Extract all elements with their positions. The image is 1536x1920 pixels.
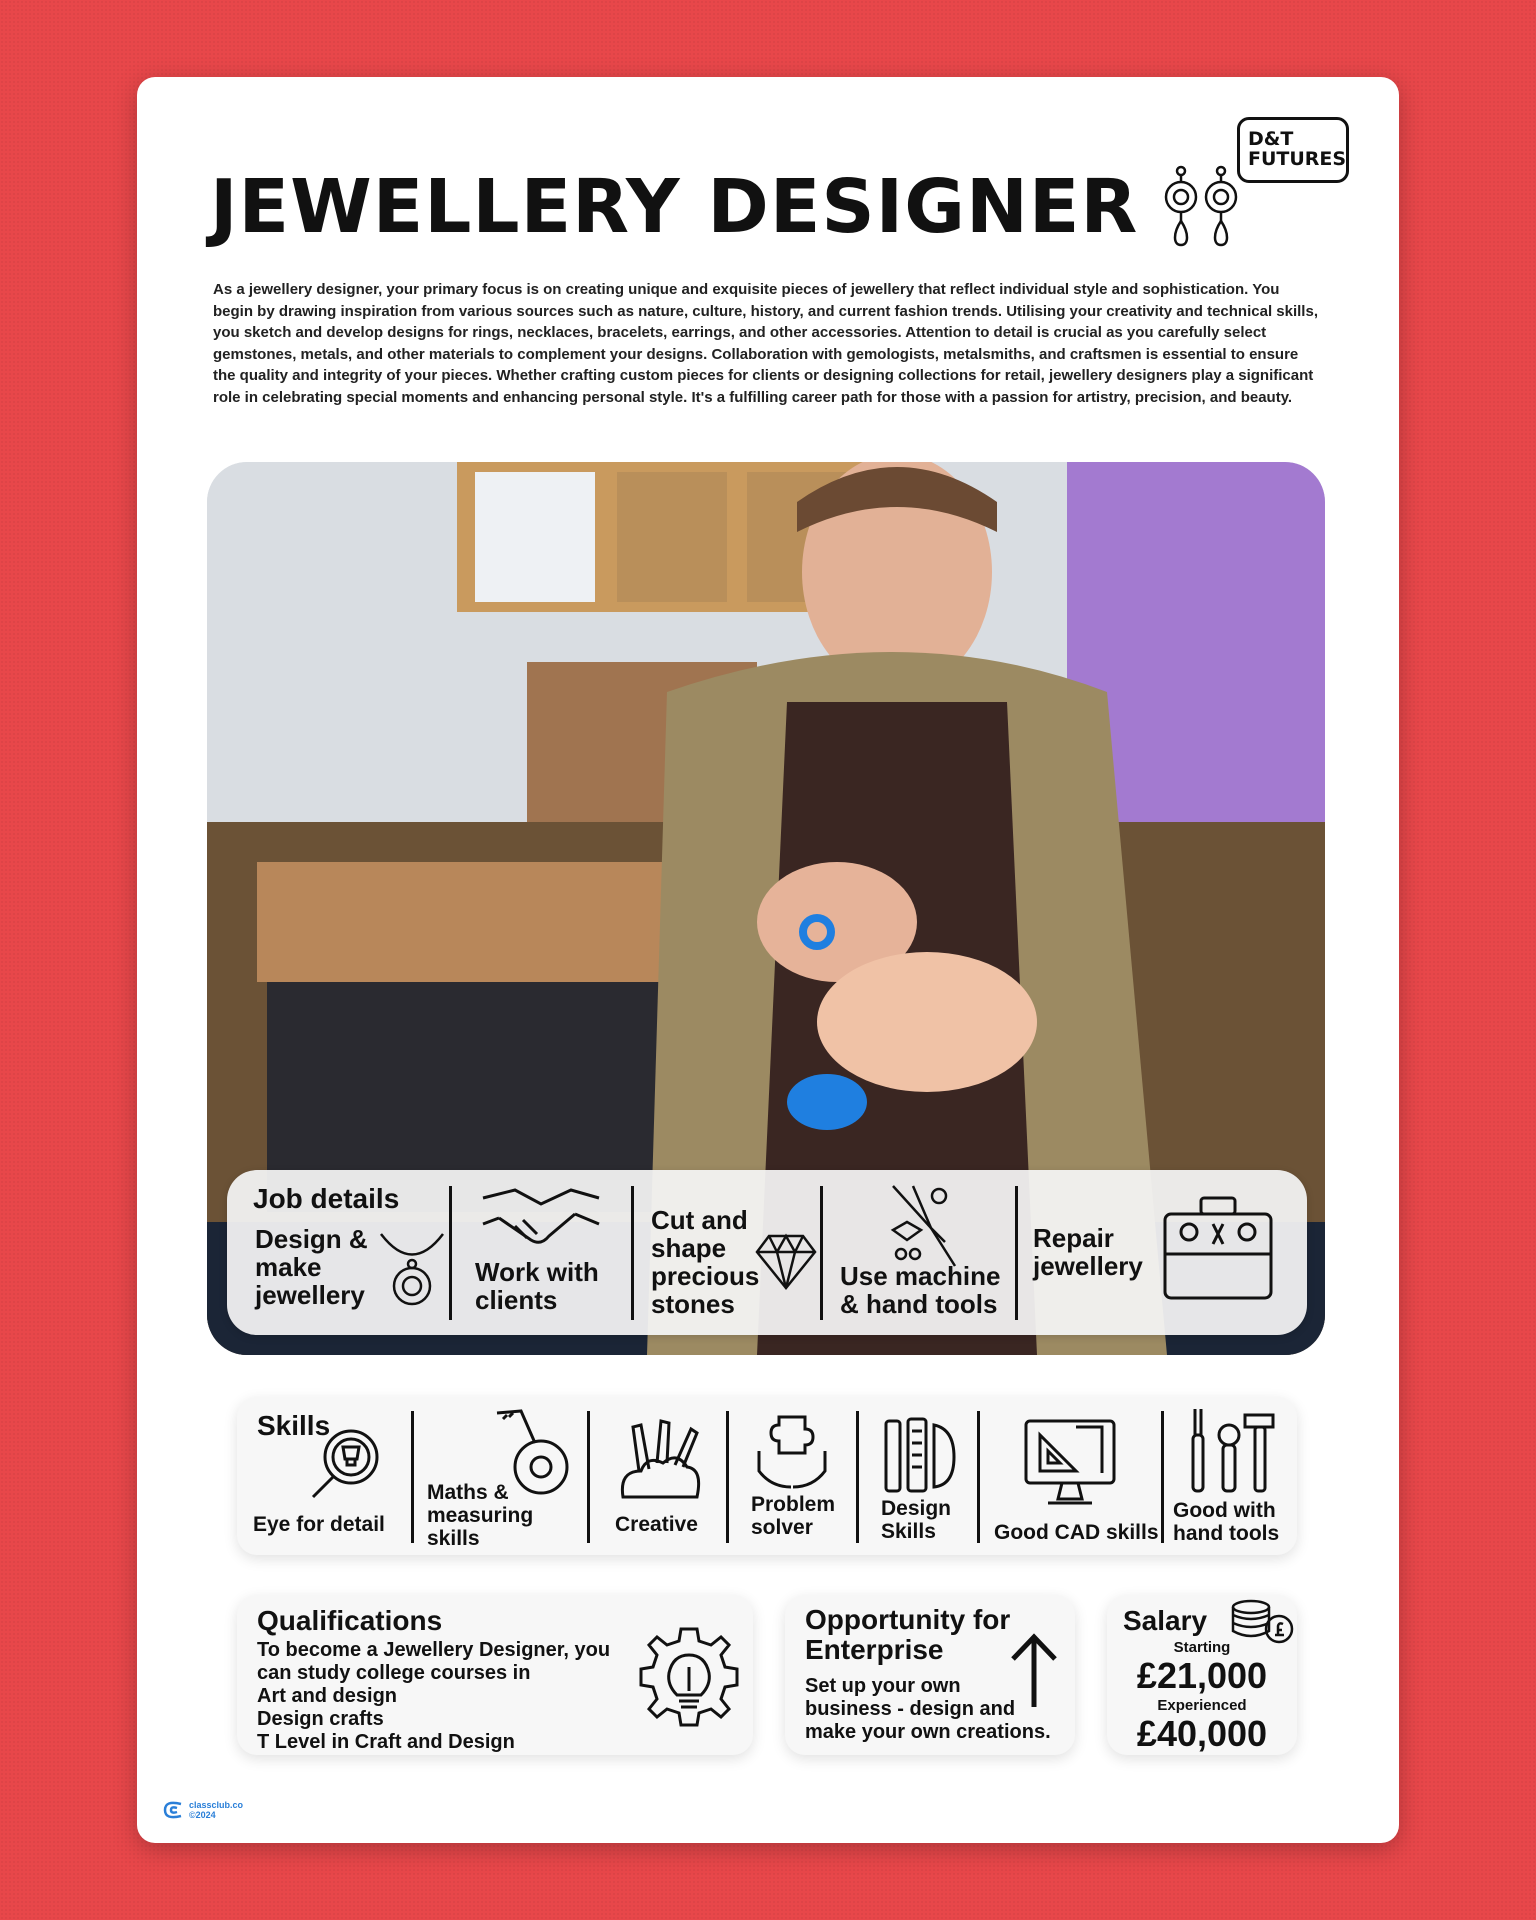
job-item-work-clients (475, 1258, 599, 1314)
skill-line: Skills (881, 1520, 936, 1543)
hand-tools-icon (1187, 1405, 1277, 1497)
qualification-line: To become a Jewellery Designer, you (257, 1639, 611, 1661)
salary-starting-value: £21,000 (1136, 1655, 1268, 1696)
lightbulb-gear-icon (637, 1625, 741, 1729)
skill-line: skills (427, 1527, 480, 1550)
logo-line1: D&T (1248, 128, 1294, 151)
salary-starting-label: Starting (1173, 1639, 1231, 1656)
puzzle-hands-icon (755, 1411, 829, 1491)
job-item-line: Cut and (651, 1205, 748, 1235)
job-details-heading: Job details (253, 1183, 400, 1214)
magnifier-icon (307, 1427, 381, 1503)
job-item-line: Use machine (840, 1261, 1001, 1291)
skill-line: Maths & (427, 1481, 509, 1504)
divider (856, 1411, 859, 1543)
logo-line2: FUTURES (1248, 148, 1347, 170)
skill-line: Design (881, 1497, 952, 1520)
skills-card (237, 1397, 1297, 1555)
job-item-line: jewellery (1033, 1251, 1143, 1281)
skill-line: hand tools (1173, 1522, 1280, 1545)
art-supplies-icon (617, 1415, 703, 1501)
enterprise-line: Set up your own (805, 1675, 961, 1697)
divider (1161, 1411, 1164, 1543)
divider (587, 1411, 590, 1543)
poster (137, 77, 1399, 1843)
dt-futures-logo (1237, 117, 1349, 183)
pliers-icon (885, 1182, 973, 1270)
skill-line: Good with (1173, 1499, 1276, 1522)
job-item-line: Work with (475, 1257, 599, 1287)
qualifications-heading: Qualifications (257, 1605, 443, 1636)
skill-line: measuring (427, 1504, 534, 1527)
job-item-tools (840, 1262, 1000, 1318)
job-item-line: Repair (1033, 1223, 1114, 1253)
title-row (210, 147, 1238, 267)
job-item-line: Design & (255, 1224, 368, 1254)
job-item-line: precious (651, 1261, 760, 1291)
job-item-line: clients (475, 1285, 558, 1315)
footer-brand: classclub.co (189, 1800, 244, 1810)
skill-hand-tools (1173, 1499, 1279, 1545)
salary-experienced-label: Experienced (1157, 1697, 1247, 1714)
divider (726, 1411, 729, 1543)
page-title: JEWELLERY DESIGNER (210, 164, 1139, 250)
skill-cad: Good CAD skills (994, 1521, 1159, 1544)
design-tools-icon (882, 1415, 958, 1495)
job-item-design-make (255, 1225, 368, 1309)
job-item-cut-stones (651, 1206, 759, 1318)
handshake-icon (479, 1184, 603, 1258)
job-item-repair (1033, 1224, 1143, 1280)
job-details-bar (227, 1170, 1307, 1335)
enterprise-heading-line: Opportunity for (805, 1604, 1011, 1635)
qualification-line: can study college courses in (257, 1662, 531, 1684)
divider (977, 1411, 980, 1543)
job-item-line: make (255, 1252, 322, 1282)
qualification-line: Art and design (257, 1685, 398, 1707)
skills-heading: Skills (257, 1410, 331, 1441)
enterprise-line: make your own creations. (805, 1721, 1051, 1743)
divider (411, 1411, 414, 1543)
enterprise-text (805, 1675, 1051, 1744)
enterprise-line: business - design and (805, 1698, 1016, 1720)
job-item-line: & hand tools (840, 1289, 998, 1319)
skill-maths (427, 1481, 533, 1550)
qualification-line: Design crafts (257, 1708, 384, 1730)
qualifications-card (237, 1595, 753, 1755)
skill-creative: Creative (615, 1513, 698, 1536)
classclub-logo (161, 1800, 243, 1820)
salary-card (1107, 1595, 1297, 1755)
divider (820, 1186, 823, 1320)
qualifications-text (257, 1639, 610, 1754)
enterprise-card (785, 1595, 1075, 1755)
job-item-line: shape (651, 1233, 727, 1263)
skill-line: solver (751, 1516, 813, 1539)
skill-eye-detail: Eye for detail (253, 1513, 385, 1536)
divider (631, 1186, 634, 1320)
divider (449, 1186, 452, 1320)
skill-line: Problem (751, 1493, 836, 1516)
enterprise-heading (805, 1605, 1010, 1665)
intro-paragraph: As a jewellery designer, your primary focus is on creating unique and exquisite pieces of jewellery that reflect individual style and sophistication. You begin by drawing inspiration from various sources such as nature, culture, history, and current fashion trends. Utilising your creativity and technical skills, you sketch and develop designs for rings, necklaces, bracelets, earrings, and other accessories. Attention to detail is crucial as you carefully select gemstones, metals, and other materials to complement your designs. Collaboration with gemologists, metalsmiths, and craftsmen is essential to ensure the quality and integrity of your pieces. Whether crafting custom pieces for clients or designing collections for retail, jewellery designers play a significant role in celebrating special moments and enhancing personal style. It's a fulfilling career path for those with a passion for artistry, precision, and beauty. (213, 281, 1318, 406)
divider (1015, 1186, 1018, 1320)
classclub-icon (161, 1800, 185, 1820)
enterprise-heading-line: Enterprise (805, 1634, 944, 1665)
toolbox-icon (1161, 1192, 1275, 1302)
footer-copyright: ©2024 (189, 1810, 216, 1820)
cad-monitor-icon (1022, 1415, 1118, 1507)
job-item-line: stones (651, 1289, 735, 1319)
skill-design (881, 1497, 951, 1543)
diamond-icon (755, 1232, 817, 1292)
salary-experienced-value: £40,000 (1136, 1713, 1268, 1754)
necklace-icon (377, 1230, 447, 1310)
job-item-line: jewellery (255, 1280, 365, 1310)
salary-heading: Salary (1123, 1605, 1208, 1636)
earrings-icon (1164, 165, 1238, 249)
qualification-line: T Level in Craft and Design (257, 1731, 515, 1753)
skill-problem (751, 1493, 835, 1539)
